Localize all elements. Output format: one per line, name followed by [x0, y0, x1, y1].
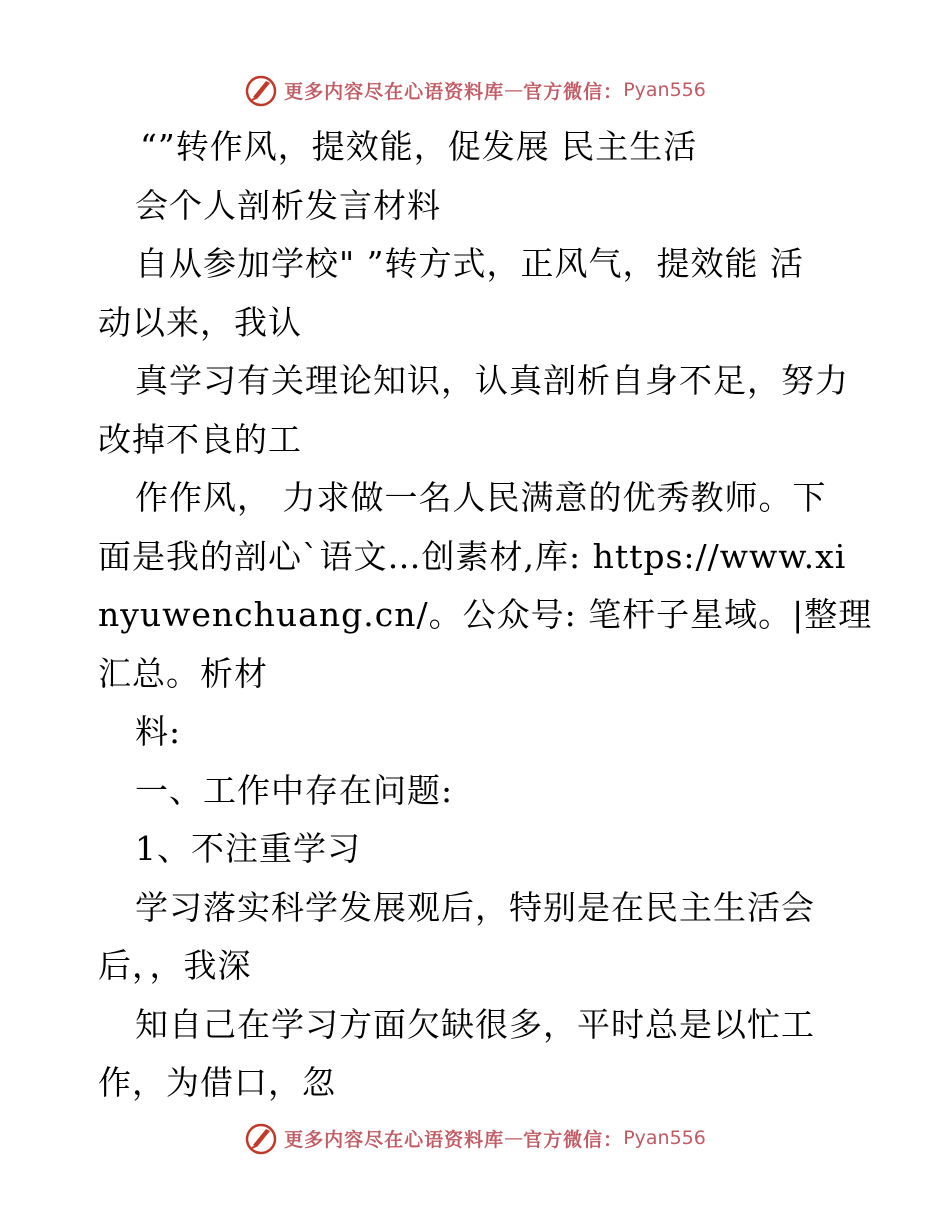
- watermark-separator: —: [504, 1127, 524, 1149]
- watermark-contact-label: 官方微信：: [523, 1128, 624, 1151]
- paragraph-line: 知自己在学习方面欠缺很多，平时总是以忙工: [135, 1004, 815, 1044]
- watermark-site-text: 更多内容尽在心语资料库: [284, 80, 505, 103]
- document-body: [98, 118, 873, 1113]
- paragraph-line: 自从参加学校" ”转方式，正风气，提效能 活: [135, 244, 805, 283]
- paragraph-line: 后，，我深: [98, 946, 252, 985]
- paragraph-line: 作，为借口，忽: [98, 1063, 336, 1102]
- paragraph-line: 料:: [135, 712, 182, 751]
- paragraph-line: 学习落实科学发展观后，特别是在民主生活会: [135, 887, 815, 927]
- paragraph-line: nyuwenchuang.cn/。公众号: 笔杆子星域。|整理: [98, 595, 873, 634]
- paragraph-line: 动以来，我认: [98, 302, 302, 342]
- title-line-2: 会个人剖析发言材料: [135, 185, 441, 225]
- watermark-contact-id: Pyan556: [623, 1127, 706, 1149]
- quill-logo-icon: [244, 1121, 278, 1155]
- footer-watermark: [0, 1118, 950, 1158]
- header-watermark: [0, 70, 950, 110]
- watermark-contact-label: 官方微信：: [523, 80, 624, 103]
- subsection-heading: 1、不注重学习: [135, 829, 361, 868]
- watermark-separator: —: [504, 79, 524, 101]
- paragraph-line: 汇总。析材: [98, 653, 268, 693]
- paragraph-line: 改掉不良的工: [98, 419, 302, 459]
- title-line-1: “”转作风，提效能，促发展 民主生活: [140, 127, 698, 166]
- watermark-contact-id: Pyan556: [623, 79, 706, 101]
- quill-logo-icon: [244, 73, 278, 107]
- section-heading: 一、工作中存在问题:: [135, 770, 454, 810]
- paragraph-line: 真学习有关理论知识，认真剖析自身不足，努力: [135, 361, 849, 400]
- paragraph-line: 面是我的剖心`语文…创素材,库: https://www.xi: [98, 536, 847, 576]
- paragraph-line: 作作风， 力求做一名人民满意的优秀教师。下: [135, 478, 827, 517]
- watermark-site-text: 更多内容尽在心语资料库: [284, 1128, 505, 1151]
